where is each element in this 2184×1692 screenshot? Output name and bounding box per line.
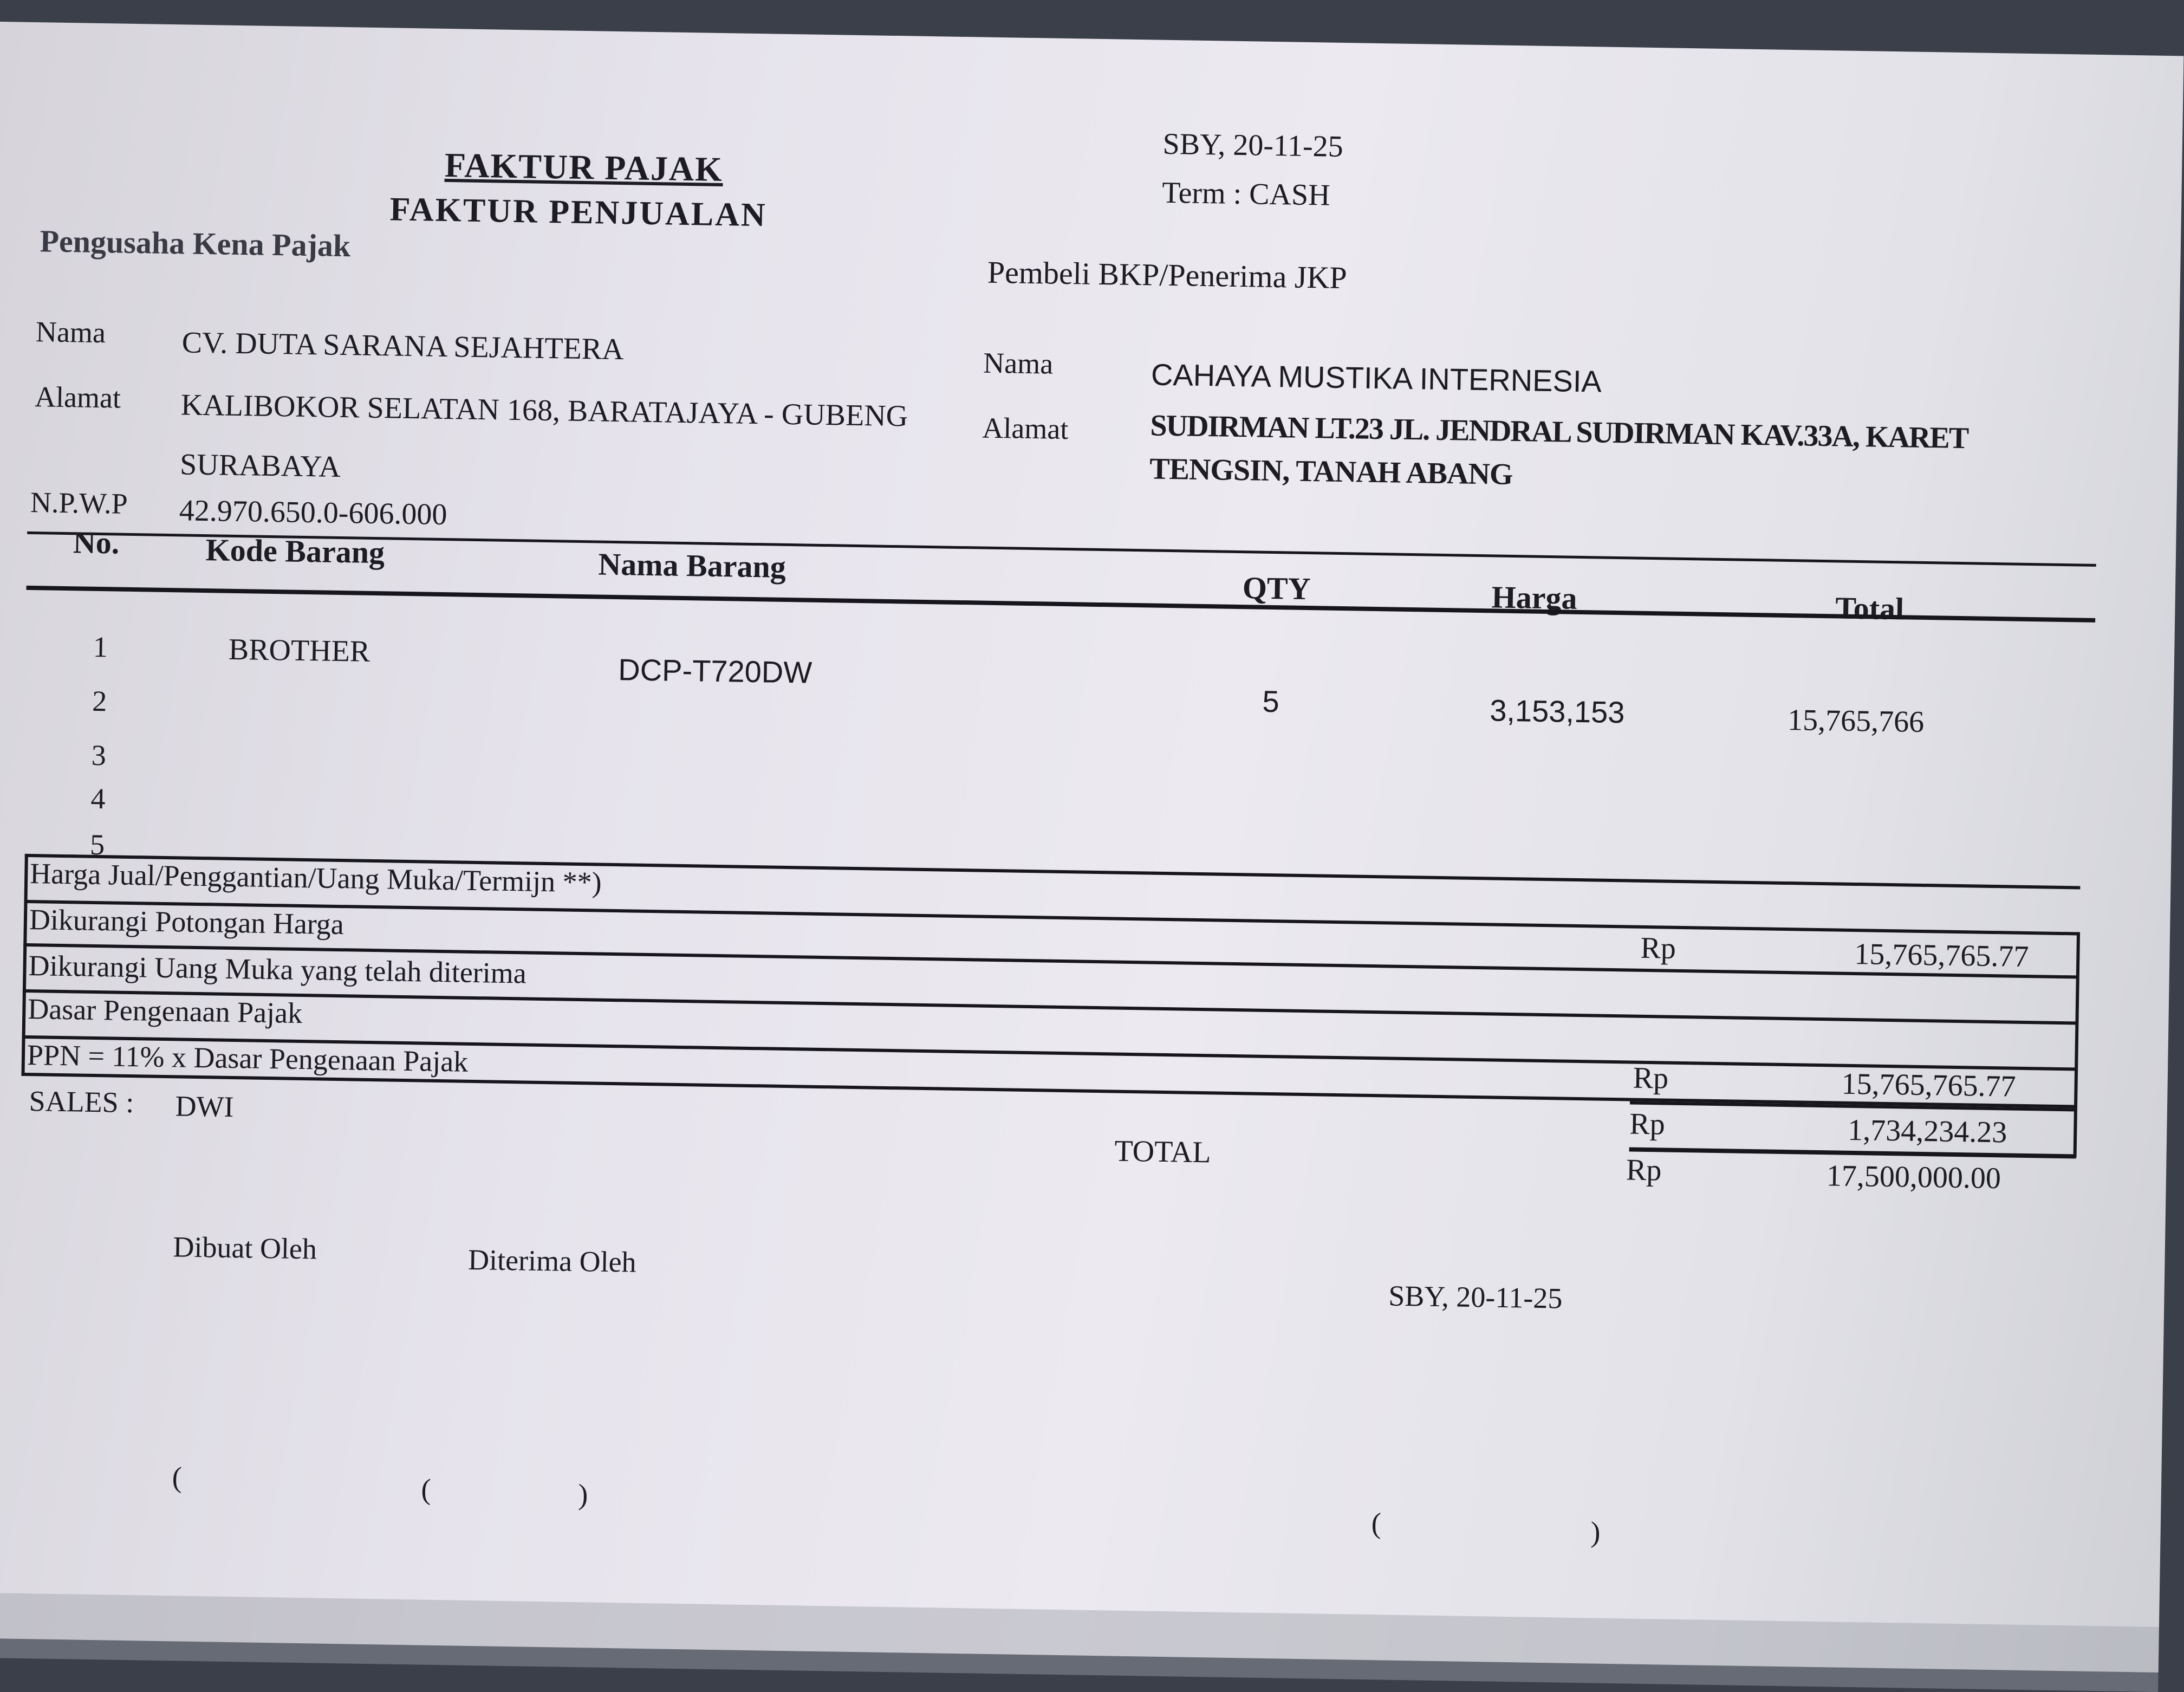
document-subtitle: FAKTUR PENJUALAN <box>389 191 768 234</box>
total-label: TOTAL <box>1114 1134 1211 1170</box>
row-qty: 5 <box>1262 684 1280 719</box>
sales-value: DWI <box>175 1090 235 1124</box>
seller-address-line2: SURABAYA <box>179 448 341 484</box>
uang-muka-label: Dikurangi Uang Muka yang telah diterima <box>28 949 527 990</box>
term-label: Term <box>1161 176 1226 211</box>
row-no: 4 <box>90 782 106 815</box>
harga-jual-value: 15,765,765.77 <box>1854 937 2029 974</box>
dpp-currency: Rp <box>1633 1061 1669 1095</box>
row-total: 15,765,766 <box>1787 703 1925 739</box>
row-no: 1 <box>93 630 108 664</box>
potongan-label: Dikurangi Potongan Harga <box>29 903 344 941</box>
col-header-no: No. <box>73 524 120 561</box>
footer-place-date: SBY, 20-11-25 <box>1388 1279 1563 1315</box>
signature-close-paren: ) <box>1590 1515 1601 1548</box>
seller-address-label: Alamat <box>34 380 121 414</box>
row-kode: BROTHER <box>228 632 370 669</box>
header-term: Term : CASH <box>1161 176 1331 212</box>
col-header-kode: Kode Barang <box>205 532 385 571</box>
sales-label: SALES : <box>29 1085 134 1119</box>
seller-section-label: Pengusaha Kena Pajak <box>40 223 351 264</box>
signature-open-paren: ( <box>172 1461 183 1494</box>
total-currency: Rp <box>1626 1153 1662 1188</box>
row-no: 3 <box>91 738 107 772</box>
row-no: 5 <box>89 828 105 861</box>
buyer-address-label: Alamat <box>981 411 1069 446</box>
total-value: 17,500,000.00 <box>1826 1159 2001 1196</box>
ppn-label: PPN = 11% x Dasar Pengenaan Pajak <box>27 1039 469 1078</box>
document-title: FAKTUR PAJAK <box>444 145 724 189</box>
signature-close-paren: ) <box>577 1478 588 1511</box>
signature-open-paren: ( <box>1371 1507 1382 1540</box>
dpp-value: 15,765,765.77 <box>1841 1067 2017 1104</box>
seller-address-line1: KALIBOKOR SELATAN 168, BARATAJAYA - GUBENG <box>180 388 908 433</box>
col-header-qty: QTY <box>1242 570 1311 607</box>
row-no: 2 <box>92 684 107 718</box>
ppn-currency: Rp <box>1629 1107 1666 1142</box>
header-place-date: SBY, 20-11-25 <box>1162 127 1344 164</box>
term-value: CASH <box>1249 177 1331 212</box>
dpp-label: Dasar Pengenaan Pajak <box>27 993 303 1029</box>
dibuat-oleh-label: Dibuat Oleh <box>173 1230 317 1266</box>
buyer-name: CAHAYA MUSTIKA INTERNESIA <box>1150 357 1602 399</box>
invoice-sheet <box>0 22 2184 1672</box>
seller-npwp-label: N.P.W.P <box>30 485 128 520</box>
row-harga: 3,153,153 <box>1489 693 1625 730</box>
signature-open-paren: ( <box>421 1473 432 1506</box>
ppn-value: 1,734,234.23 <box>1847 1113 2007 1150</box>
seller-npwp: 42.970.650.0-606.000 <box>179 494 447 532</box>
seller-name-label: Nama <box>35 315 106 349</box>
col-header-nama: Nama Barang <box>597 546 786 585</box>
buyer-section-label: Pembeli BKP/Penerima JKP <box>987 254 1348 296</box>
diterima-oleh-label: Diterima Oleh <box>467 1243 637 1279</box>
col-header-harga: Harga <box>1491 579 1578 616</box>
row-nama: DCP-T720DW <box>618 652 812 690</box>
table-header-rule <box>27 586 2096 623</box>
harga-jual-label: Harga Jual/Penggantian/Uang Muka/Termijn **) <box>29 857 602 899</box>
total-rule <box>1629 1147 2076 1158</box>
buyer-address-line2: TENGSIN, TANAH ABANG <box>1149 452 1513 491</box>
buyer-name-label: Nama <box>983 346 1054 380</box>
seller-name: CV. DUTA SARANA SEJAHTERA <box>181 326 625 367</box>
col-header-total: Total <box>1835 590 1904 627</box>
buyer-address-line1: SUDIRMAN LT.23 JL. JENDRAL SUDIRMAN KAV.33A, KARET <box>1150 409 1968 456</box>
harga-jual-currency: Rp <box>1640 931 1676 965</box>
